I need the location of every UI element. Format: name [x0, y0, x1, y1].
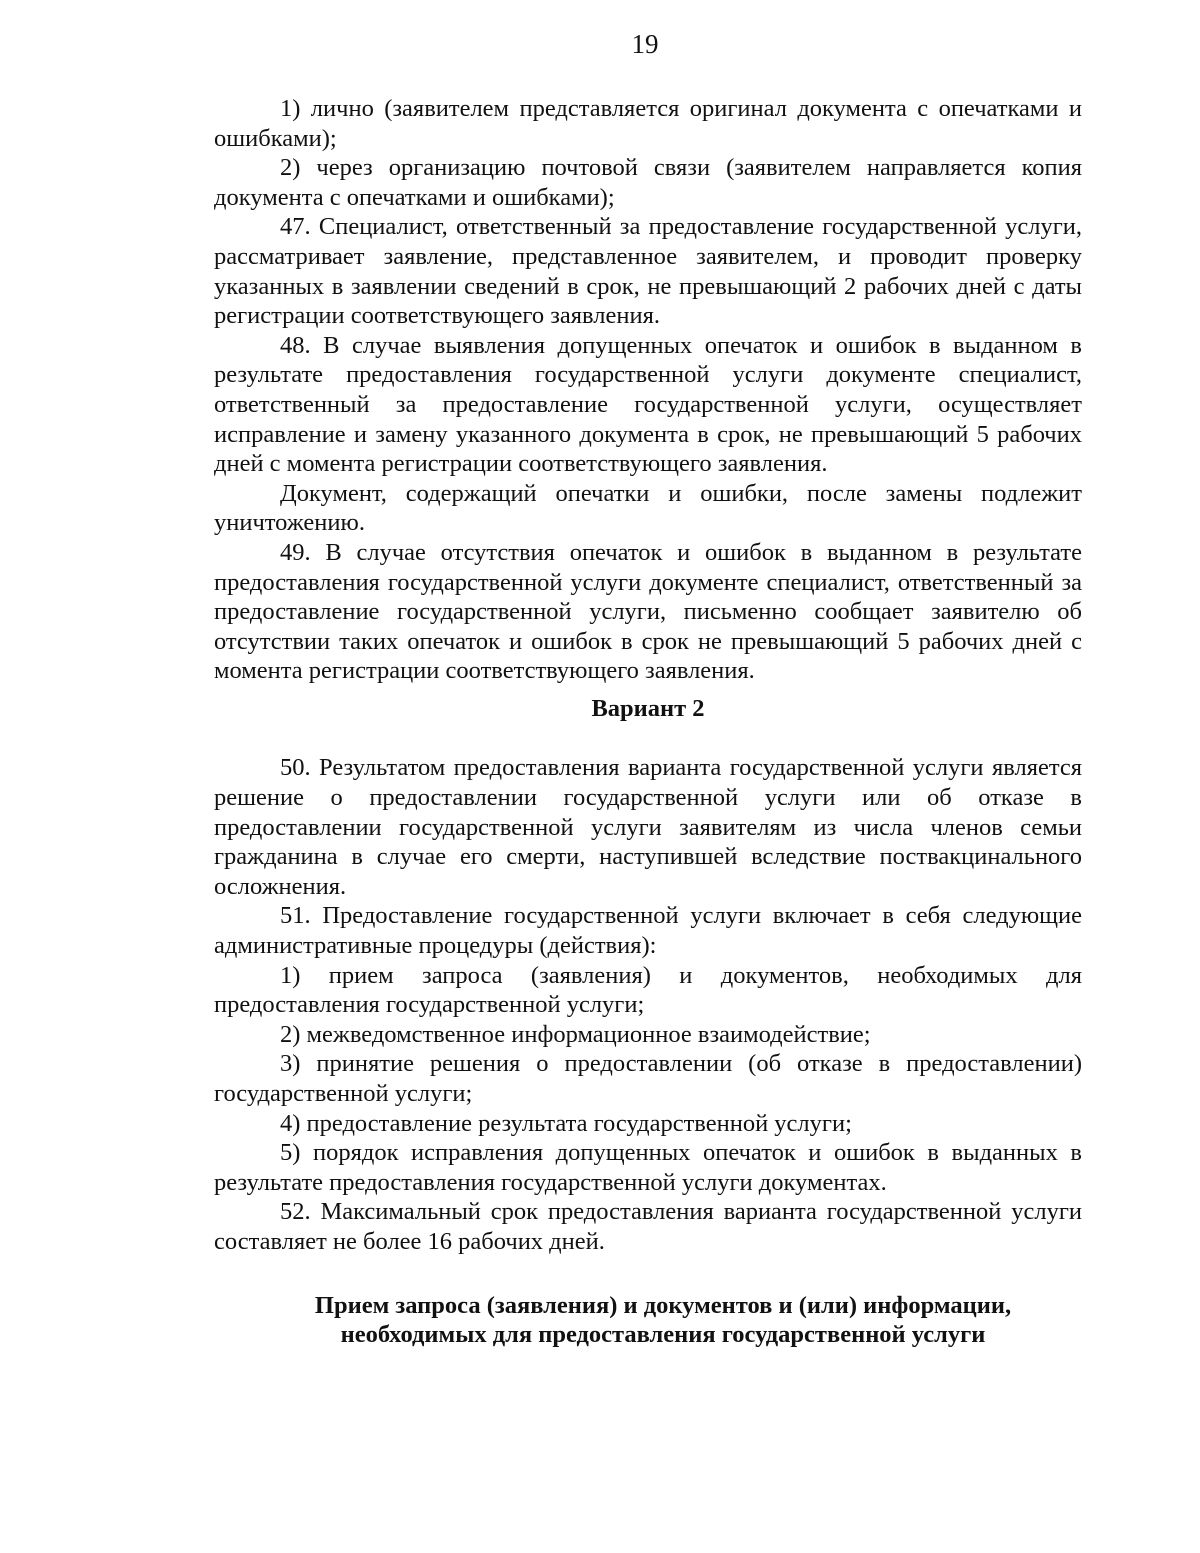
paragraph-item-2-by-post: 2) через организацию почтовой связи (заявителем направляется копия документа с опечатками и ошибками);	[214, 154, 1082, 211]
document-body	[214, 94, 1082, 1350]
paragraph-document-destruction: Документ, содержащий опечатки и ошибки, после замены подлежит уничтожению.	[214, 479, 1082, 537]
section-heading	[214, 1291, 1082, 1350]
paragraph-48: 48. В случае выявления допущенных опечаток и ошибок в выданном в результате предоставления государственной услуги документе специалист, ответственный за предоставление государственной услуги, осуществляет исправление и замену указанного документа в срок, не превышающий 5 рабочих дней с момента регистрации соответствующего заявления.	[214, 331, 1082, 478]
list-item-procedure-1: 1) прием запроса (заявления) и документов, необходимых для предоставления государственной услуги;	[214, 961, 1082, 1019]
list-item-procedure-3: 3) принятие решения о предоставлении (об отказе в предоставлении) государственной услуги;	[214, 1050, 1082, 1107]
section-heading-line-1: Прием запроса (заявления) и документов и (или) информации,	[314, 1291, 1012, 1319]
paragraph-50: 50. Результатом предоставления варианта государственной услуги является решение о предоставлении государственной услуги или об отказе в предоставлении государственной услуги заявителям из числа членов семьи гражданина в случае его смерти, наступившей вследствие поствакцинального осложнения.	[214, 754, 1082, 900]
section-heading-line-2: необходимых для предоставления государственной услуги	[340, 1321, 986, 1349]
paragraph-49: 49. В случае отсутствия опечаток и ошибок в выданном в результате предоставления государственной услуги документе специалист, ответственный за предоставление государственной услуги, письменно сообщает заявителю об отсутствии таких опечаток и ошибок в срок не превышающий 5 рабочих дней с момента регистрации соответствующего заявления.	[214, 538, 1082, 685]
list-item-procedure-5: 5) порядок исправления допущенных опечаток и ошибок в выданных в результате предоставления государственной услуги документах.	[214, 1139, 1082, 1196]
list-item-procedure-4: 4) предоставление результата государственной услуги;	[280, 1109, 852, 1137]
list-item-procedure-2: 2) межведомственное информационное взаимодействие;	[280, 1020, 871, 1048]
heading-variant-2: Вариант 2	[591, 694, 705, 722]
paragraph-52: 52. Максимальный срок предоставления варианта государственной услуги составляет не более 16 рабочих дней.	[214, 1198, 1082, 1255]
paragraph-47: 47. Специалист, ответственный за предоставление государственной услуги, рассматривает заявление, представленное заявителем, и проводит проверку указанных в заявлении сведений в срок, не превышающий 2 рабочих дней с даты регистрации соответствующего заявления.	[214, 213, 1082, 330]
paragraph-item-1-in-person: 1) лично (заявителем представляется оригинал документа с опечатками и ошибками);	[214, 95, 1082, 152]
paragraph-51: 51. Предоставление государственной услуги включает в себя следующие административные процедуры (действия):	[214, 902, 1082, 960]
page-number: 19	[631, 29, 659, 59]
